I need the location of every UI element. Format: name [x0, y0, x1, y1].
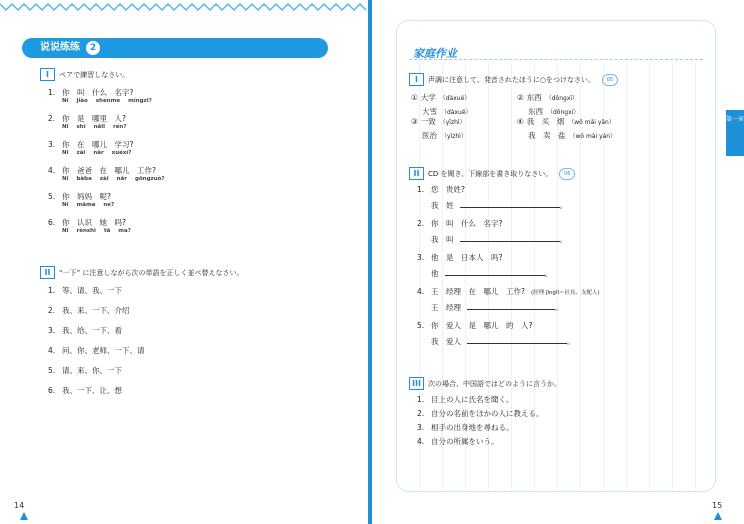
- answer-period: 。: [559, 235, 567, 244]
- dictation-answer: [431, 233, 567, 245]
- choice-a: [411, 115, 467, 129]
- dictation-question: [417, 321, 532, 331]
- item-number: 2.: [417, 409, 425, 418]
- exercise-item: [48, 140, 133, 150]
- choice-a-pinyin: （yīzhì）: [439, 119, 466, 126]
- pinyin-word: rén?: [112, 124, 127, 130]
- pinyin-line: [62, 150, 139, 156]
- hanzi-sentence: 你 妈妈 呢?: [62, 192, 111, 201]
- answer-period: 。: [559, 201, 567, 210]
- left-sec2-header: [40, 266, 243, 279]
- dictation-answer: [431, 199, 567, 211]
- hanzi-sentence: 你 是 哪里 人?: [62, 114, 126, 123]
- choice-b-word: 大雪: [422, 107, 437, 116]
- exercise-item: [48, 114, 126, 124]
- situation-text: 相手の出身地を尋ねる。: [431, 423, 514, 432]
- choice-a: [411, 91, 472, 105]
- choice-b-pinyin: （dōngxi）: [547, 109, 580, 116]
- choice-number: ①: [411, 93, 418, 102]
- item-number: 4.: [417, 287, 425, 296]
- choice-b-word: 东西: [528, 107, 543, 116]
- answer-prefix: 王 经理: [431, 303, 461, 312]
- item-number: 6.: [48, 386, 56, 395]
- dictation-answer: [431, 335, 575, 347]
- pinyin-word: Nǐ: [62, 124, 69, 130]
- reorder-item: [48, 386, 122, 396]
- pinyin-word: Nǐ: [62, 176, 69, 182]
- pinyin-line: [62, 228, 139, 234]
- section-title-bar: [22, 38, 328, 58]
- pinyin-word: jiào: [76, 98, 88, 104]
- dictation-answer: [431, 301, 563, 313]
- corner-triangle: [714, 512, 722, 520]
- pinyin-word: nǎlǐ: [93, 124, 105, 130]
- choice-a-word: 东西: [526, 93, 542, 102]
- item-number: 4.: [417, 437, 425, 446]
- item-number: 3.: [48, 326, 56, 335]
- pinyin-word: nǎr: [116, 176, 127, 182]
- pinyin-word: gōngzuò?: [134, 176, 165, 182]
- reorder-item: [48, 366, 122, 376]
- question-text: 王 经理 在 哪儿 工作?: [431, 287, 525, 296]
- pinyin-line: [62, 98, 160, 104]
- cd-icon: 06: [559, 168, 575, 180]
- page-number: 14: [14, 501, 25, 510]
- pinyin-line: [62, 202, 122, 208]
- right-sec1-header: [409, 73, 618, 86]
- choice-a-pinyin: （wǒ mǎi yān）: [568, 119, 615, 126]
- exercise-item: [48, 166, 156, 176]
- reorder-item: [48, 326, 122, 336]
- choice-number: ④: [517, 117, 524, 126]
- choice-b-word: 我 卖 盐: [528, 131, 566, 140]
- pinyin-line: [62, 124, 135, 130]
- item-number: 2.: [417, 219, 425, 228]
- answer-period: 。: [555, 303, 563, 312]
- choice-a-word: 一致: [420, 117, 436, 126]
- situation-item: [417, 423, 514, 433]
- sec-instruction: ペアで練習しなさい。: [59, 70, 130, 79]
- choice-b: [517, 129, 616, 143]
- hanzi-sentence: 你 在 哪儿 学习?: [62, 140, 134, 149]
- sec-instruction: 次の場合、中国語ではどのように言うか。: [428, 379, 561, 388]
- situation-text: 自分の名前をほかの人に教える。: [431, 409, 544, 418]
- pinyin-word: zài: [99, 176, 109, 182]
- page-number: 15: [712, 501, 723, 510]
- situation-text: 目上の人に氏名を聞く。: [431, 395, 514, 404]
- dictation-question: [417, 253, 502, 263]
- sec-badge: I: [409, 73, 424, 86]
- answer-blank[interactable]: [460, 199, 560, 208]
- reorder-item: [48, 286, 122, 296]
- right-sec2-header: [409, 167, 575, 180]
- hanzi-sentence: 你 爸爸 在 哪儿 工作?: [62, 166, 156, 175]
- word-list: 我、来、一下、介绍: [62, 306, 130, 315]
- choice-a-pinyin: （dàxué）: [439, 95, 471, 102]
- item-number: 3.: [417, 423, 425, 432]
- question-text: 你 叫 什么 名字?: [431, 219, 503, 228]
- pinyin-word: Nǐ: [62, 150, 69, 156]
- corner-triangle: [20, 512, 28, 520]
- item-number: 3.: [48, 140, 56, 149]
- exercise-item: [48, 88, 133, 98]
- choice-b: [411, 129, 467, 143]
- reorder-item: [48, 306, 130, 316]
- pinyin-word: xuéxí?: [111, 150, 132, 156]
- item-number: 1.: [417, 185, 425, 194]
- section-number: 2: [86, 41, 100, 55]
- sec-badge: I: [40, 68, 55, 81]
- answer-blank[interactable]: [467, 301, 555, 310]
- sec-instruction: 声調に注意して、発音されたほうに○をつけなさい。: [428, 75, 595, 84]
- choice-a-word: 我 买 烟: [526, 117, 565, 126]
- word-list: 问、你、老师、一下、请: [62, 346, 145, 355]
- pinyin-word: ma?: [118, 228, 131, 234]
- pinyin-word: māma: [76, 202, 96, 208]
- choice-number: ②: [517, 93, 524, 102]
- left-sec1-header: [40, 68, 129, 81]
- situation-item: [417, 409, 544, 419]
- pinyin-word: Nǐ: [62, 228, 69, 234]
- answer-period: 。: [544, 269, 552, 278]
- item-number: 5.: [417, 321, 425, 330]
- word-list: 等、请、我、一下: [62, 286, 122, 295]
- question-text: 他 是 日本人 吗?: [431, 253, 503, 262]
- answer-blank[interactable]: [467, 335, 567, 344]
- answer-prefix: 我 叫: [431, 235, 454, 244]
- sec-badge: III: [409, 377, 424, 390]
- tone-choice-item: [411, 115, 467, 143]
- item-number: 5.: [48, 192, 56, 201]
- chapter-tab: 第一章: [726, 110, 744, 156]
- item-number: 1.: [48, 286, 56, 295]
- question-text: 您 贵姓?: [431, 185, 465, 194]
- dictation-question: [417, 287, 600, 298]
- pinyin-word: ne?: [103, 202, 115, 208]
- choice-a: [517, 91, 579, 105]
- homework-card: [396, 20, 716, 492]
- choice-number: ③: [411, 117, 418, 126]
- right-page: [372, 0, 744, 524]
- pinyin-word: nǎr: [93, 150, 104, 156]
- pinyin-word: bàba: [76, 176, 92, 182]
- dictation-question: [417, 219, 502, 229]
- right-sec3-header: [409, 377, 561, 390]
- pinyin-word: rènshi: [76, 228, 96, 234]
- pinyin-word: Nǐ: [62, 202, 69, 208]
- header-divider: [409, 59, 703, 60]
- choice-b-pinyin: （wǒ mài yán）: [569, 133, 617, 140]
- sec-badge: II: [409, 167, 424, 180]
- situation-text: 自分の所属をいう。: [431, 437, 499, 446]
- item-number: 2.: [48, 306, 56, 315]
- tone-choice-item: [517, 115, 616, 143]
- cd-icon: 05: [602, 74, 618, 86]
- pinyin-word: zài: [76, 150, 86, 156]
- item-number: 6.: [48, 218, 56, 227]
- answer-period: 。: [567, 337, 575, 346]
- item-number: 4.: [48, 166, 56, 175]
- question-text: 你 爱人 是 哪儿 的 人?: [431, 321, 533, 330]
- exercise-item: [48, 192, 111, 202]
- pinyin-word: shénme: [95, 98, 121, 104]
- situation-item: [417, 437, 499, 447]
- hanzi-sentence: 你 认识 她 吗?: [62, 218, 126, 227]
- word-list: 我、一下、让、想: [62, 386, 122, 395]
- sec-badge: II: [40, 266, 55, 279]
- word-list: 请、来、你、一下: [62, 366, 122, 375]
- choice-a-word: 大学: [420, 93, 436, 102]
- answer-blank[interactable]: [460, 233, 560, 242]
- choice-b-pinyin: （yīzhì）: [441, 133, 467, 140]
- pinyin-word: tā: [103, 228, 111, 234]
- pinyin-word: Nǐ: [62, 98, 69, 104]
- sec-instruction: “一下” に注意しながら次の単語を正しく並べ替えなさい。: [59, 268, 244, 277]
- item-number: 4.: [48, 346, 56, 355]
- item-number: 2.: [48, 114, 56, 123]
- zigzag-border: [0, 0, 368, 18]
- pinyin-word: míngzi?: [128, 98, 152, 104]
- word-list: 我、给、一下、看: [62, 326, 122, 335]
- vocab-note: (经理 jīnglǐ＝社長、支配人): [530, 290, 600, 296]
- reorder-item: [48, 346, 145, 356]
- item-number: 1.: [417, 395, 425, 404]
- section-title: 说说练练: [40, 42, 80, 53]
- choice-b-word: 医治: [422, 131, 437, 140]
- situation-item: [417, 395, 513, 405]
- choice-b-pinyin: （dàxuě）: [441, 109, 472, 116]
- left-page: [0, 0, 368, 524]
- homework-logo: 家庭作业: [413, 47, 457, 60]
- hanzi-sentence: 你 叫 什么 名字?: [62, 88, 134, 97]
- item-number: 1.: [48, 88, 56, 97]
- sec-instruction: CD を聞き、下線部を書き取りなさい。: [428, 169, 553, 178]
- choice-a: [517, 115, 616, 129]
- pinyin-line: [62, 176, 173, 182]
- answer-prefix: 我 爱人: [431, 337, 461, 346]
- exercise-item: [48, 218, 126, 228]
- pinyin-word: shì: [76, 124, 86, 130]
- dictation-question: [417, 185, 465, 195]
- item-number: 3.: [417, 253, 425, 262]
- dictation-answer: [431, 267, 552, 279]
- answer-blank[interactable]: [445, 267, 545, 276]
- answer-prefix: 他: [431, 269, 439, 278]
- item-number: 5.: [48, 366, 56, 375]
- choice-a-pinyin: （dōngxī）: [545, 95, 579, 102]
- answer-prefix: 我 姓: [431, 201, 454, 210]
